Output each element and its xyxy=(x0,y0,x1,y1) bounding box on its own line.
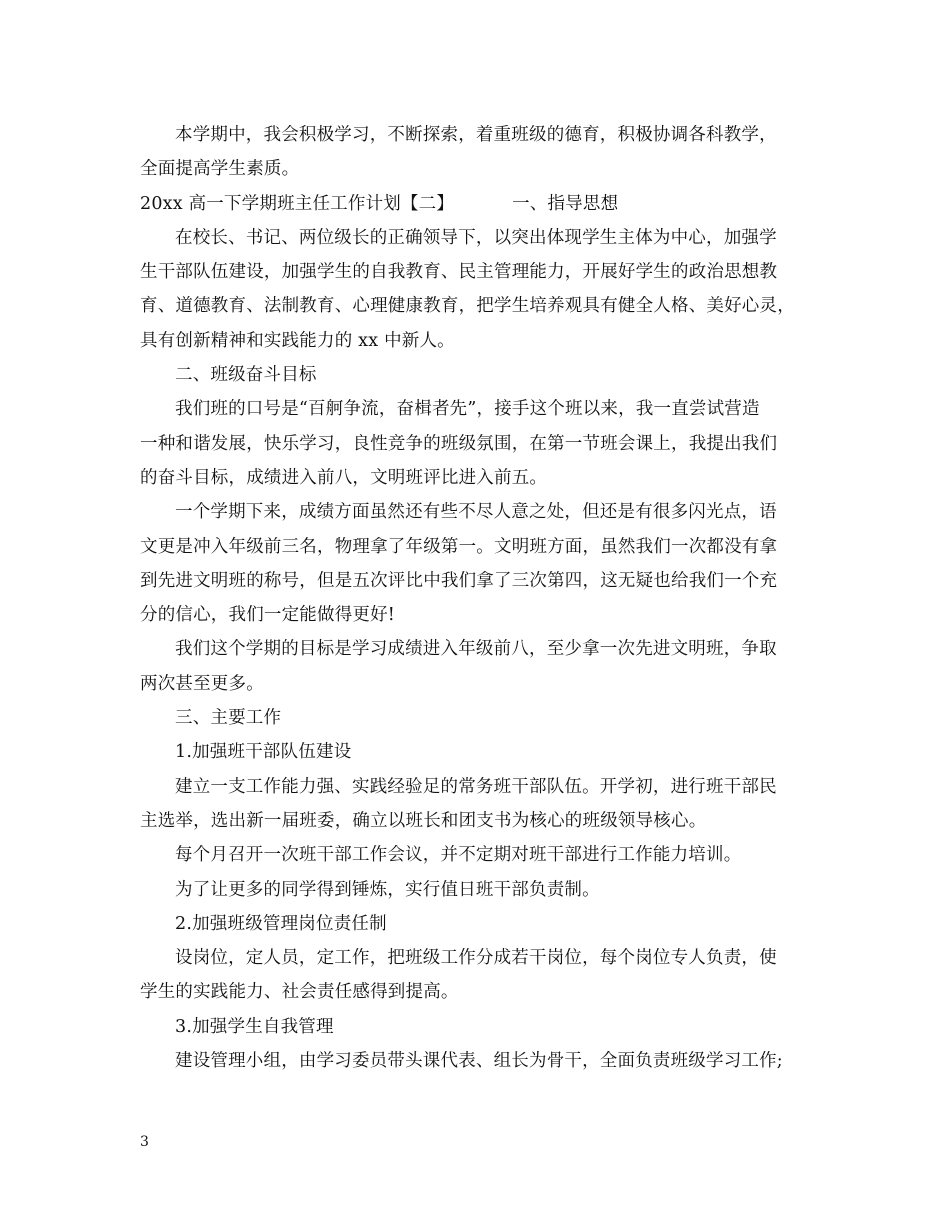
paragraph-line: 两次甚至更多。 xyxy=(140,673,264,694)
paragraph-line: 建设管理小组，由学习委员带头课代表、组长为骨干，全面负责班级学习工作; xyxy=(175,1051,783,1072)
paragraph-line: 我们这个学期的目标是学习成绩进入年级前八，至少拿一次先进文明班，争取 xyxy=(175,639,777,660)
page-number: 3 xyxy=(140,1134,149,1150)
section-heading-2: 二、班级奋斗目标 xyxy=(175,365,317,386)
paragraph-line: 的奋斗目标，成绩进入前八，文明班评比进入前五。 xyxy=(140,467,548,488)
subsection-heading-1: 1.加强班干部队伍建设 xyxy=(175,742,352,763)
paragraph-line: 我们班的口号是“百舸争流，奋楫者先”，接手这个班以来，我一直尝试营造 xyxy=(175,399,760,420)
subsection-heading-2: 2.加强班级管理岗位责任制 xyxy=(175,913,387,934)
paragraph-line: 生干部队伍建设，加强学生的自我教育、民主管理能力，开展好学生的政治思想教 xyxy=(140,262,778,283)
paragraph-line: 具有创新精神和实践能力的 xx 中新人。 xyxy=(140,330,455,351)
subsection-heading-3: 3.加强学生自我管理 xyxy=(175,1016,334,1037)
paragraph-line: 每个月召开一次班干部工作会议，并不定期对班干部进行工作能力培训。 xyxy=(175,845,742,866)
paragraph-line: 文更是冲入年级前三名，物理拿了年级第一。文明班方面，虽然我们一次都没有拿 xyxy=(140,536,778,557)
paragraph-line: 建立一支工作能力强、实践经验足的常务班干部队伍。开学初，进行班干部民 xyxy=(175,776,777,797)
paragraph-line: 分的信心，我们一定能做得更好! xyxy=(140,605,396,626)
paragraph-line: 为了让更多的同学得到锤炼，实行值日班干部负责制。 xyxy=(175,879,600,900)
paragraph-line: 到先进文明班的称号，但是五次评比中我们拿了三次第四，这无疑也给我们一个充 xyxy=(140,570,778,591)
paragraph-line: 全面提高学生素质。 xyxy=(140,159,300,180)
paragraph-line: 设岗位，定人员，定工作，把班级工作分成若干岗位，每个岗位专人负责，使 xyxy=(175,948,777,969)
paragraph-line: 本学期中，我会积极学习，不断探索，着重班级的德育，积极协调各科教学， xyxy=(175,125,777,145)
paragraph-line: 主选举，选出新一届班委，确立以班长和团支书为核心的班级领导核心。 xyxy=(140,810,707,831)
document-title: 20xx 高一下学期班主任工作计划【二】 xyxy=(140,193,455,214)
paragraph-line: 在校长、书记、两位级长的正确领导下，以突出体现学生主体为中心，加强学 xyxy=(175,227,777,248)
paragraph-line: 学生的实践能力、社会责任感得到提高。 xyxy=(140,982,459,1003)
paragraph-line: 一个学期下来，成绩方面虽然还有些不尽人意之处，但还是有很多闪光点，语 xyxy=(175,502,777,523)
section-title-line xyxy=(140,187,830,221)
section-heading-1: 一、指导思想 xyxy=(512,193,619,214)
section-heading-3: 三、主要工作 xyxy=(175,708,282,729)
paragraph-line: 育、道德教育、法制教育、心理健康教育，把学生培养观具有健全人格、美好心灵， xyxy=(140,296,795,317)
paragraph-line: 一种和谐发展，快乐学习，良性竞争的班级氛围，在第一节班会课上，我提出我们 xyxy=(140,433,778,454)
document-body xyxy=(140,118,830,1078)
